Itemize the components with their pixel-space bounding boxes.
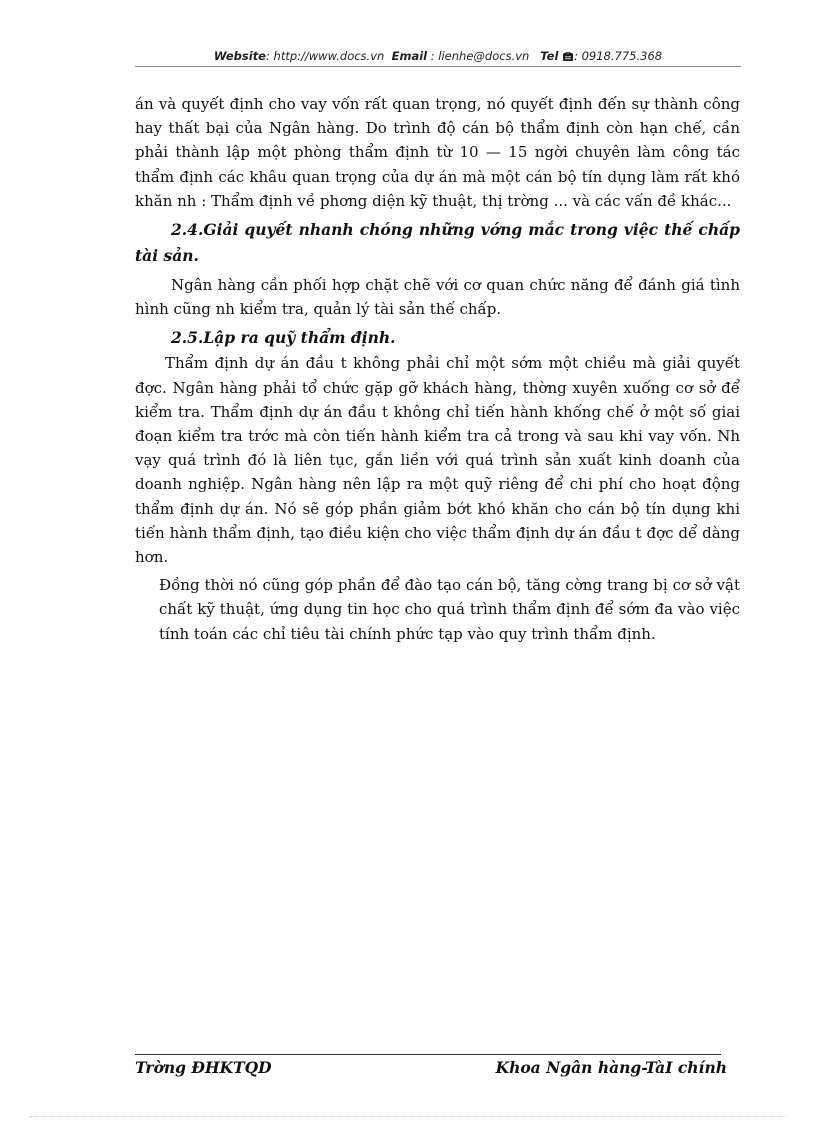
section-heading-2-5: 2.5.Lập ra quỹ thẩm định.: [171, 328, 396, 348]
email-label: Email: [391, 49, 428, 63]
paragraph-collateral: Ngân hàng cần phối hợp chặt chẽ với cơ quan chức năng để đánh giá tình hình cũng nh kiểm tra, quản lý tài sản thế chấp.: [135, 276, 740, 319]
tel-number: 0918.775.368: [581, 49, 663, 63]
tel-label: Tel: [540, 49, 559, 63]
document-body: [135, 92, 740, 646]
page-header: [135, 46, 741, 66]
email-address[interactable]: lienhe@docs.vn: [438, 49, 530, 63]
footer-university: Trờng ĐHKTQD: [135, 1058, 272, 1077]
email-separator: :: [427, 49, 439, 63]
website-url[interactable]: http://www.docs.vn: [273, 49, 385, 63]
website-label: Website: [213, 49, 266, 63]
paragraph-appraisal-fund: Thẩm định dự án đầu t không phải chỉ một sớm một chiều mà giải quyết đợc. Ngân hàng phải tổ chức gặp gỡ khách hàng, thờng xuyên xuống cơ sở để kiểm tra. Thẩm định dự án đầu t không chỉ tiến hành khống chế ở một số giai đoạn kiểm tra trớc mà còn tiến hành kiểm tra cả trong và sau khi vay vốn. Nh vạy quá trình đó là liên tục, gắn liền với quá trình sản xuất kinh doanh của doanh nghiệp. Ngân hàng nên lập ra một quỹ riêng để chi phí cho hoạt động thẩm định dự án. Nó sẽ góp phần giảm bớt khó khăn cho cán bộ tín dụng khi tiến hành thẩm định, tạo điều kiện cho việc thẩm định dự án đầu t đợc dể dàng hơn.: [135, 354, 740, 567]
website-separator: :: [266, 49, 274, 63]
phone-icon: [562, 48, 574, 68]
page-footer: [135, 1056, 727, 1080]
footer-divider: [135, 1054, 721, 1055]
paragraph-training: Đồng thời nó cũng góp phần để đào tạo cán bộ, tăng cờng trang bị cơ sở vật chất kỹ thuật, ứng dụng tin học cho quá trình thẩm định để sớm đa vào việc tính toán các chỉ tiêu tài chính phức tạp vào quy trình thẩm định.: [159, 576, 740, 643]
header-divider: [135, 66, 741, 67]
page-bottom-dotted-line: [30, 1116, 786, 1117]
tel-separator: :: [574, 49, 582, 63]
paragraph-continuation: án và quyết định cho vay vốn rất quan trọng, nó quyết định đến sự thành công hay thất bại của Ngân hàng. Do trình độ cán bộ thẩm định còn hạn chế, cần phải thành lập một phòng thẩm định từ 10 — 15 ngời chuyên làm công tác thẩm định các khâu quan trọng của dự án mà một cán bộ tín dụng làm rất khó khăn nh : Thẩm định về phơng diện kỹ thuật, thị trờng ... và các vấn đề khác...: [135, 95, 740, 210]
footer-faculty: Khoa Ngân hàng-TàI chính: [495, 1058, 727, 1077]
section-heading-2-4: 2.4.Giải quyết nhanh chóng những vớng mắc trong việc thế chấp tài sản.: [135, 220, 740, 266]
